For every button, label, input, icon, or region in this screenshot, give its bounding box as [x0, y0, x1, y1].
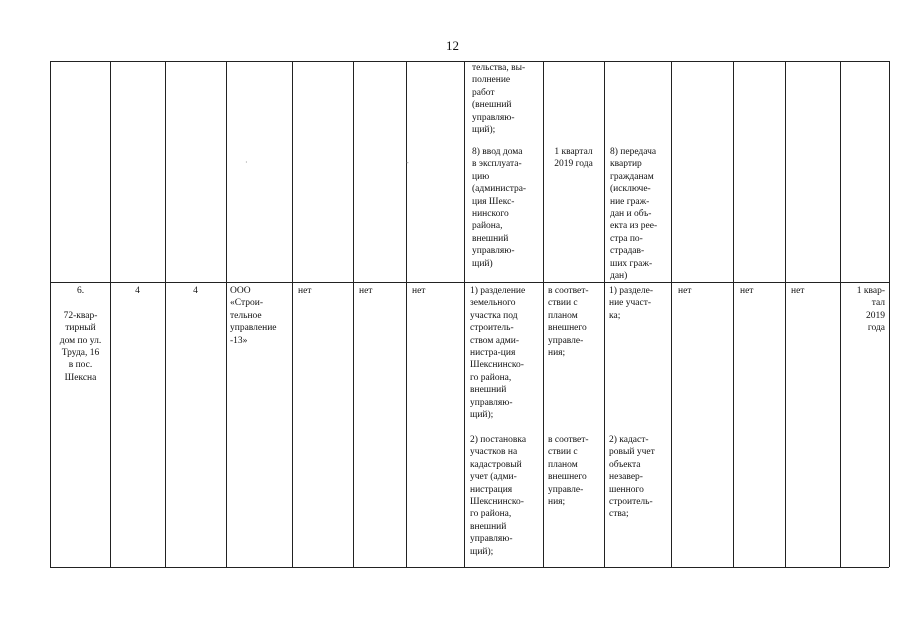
column-divider [292, 61, 293, 567]
deadline: 1 квар- тал 2019 года [856, 286, 885, 334]
term-8: 1 квартал 2019 года [554, 147, 593, 170]
row-divider [50, 282, 889, 283]
cell-col-6: нет [359, 286, 373, 296]
column-divider [671, 61, 672, 567]
cell-col-5: нет [298, 286, 312, 296]
dash-mark: - [406, 158, 409, 167]
cell-col-2: 4 [135, 286, 140, 296]
cell-col-3: 4 [193, 286, 198, 296]
developer-name: ООО «Строи- тельное управление -13» [230, 286, 277, 346]
cell-col-7: нет [412, 286, 426, 296]
table-border-top [50, 61, 889, 62]
result-1: 1) разделе- ние участ- ка; [609, 286, 654, 321]
column-divider [785, 61, 786, 567]
object-description: 6. 72-квар- тирный дом по ул. Труда, 16 в пос. Шексна [59, 286, 102, 383]
measure-8: 8) ввод дома в эксплуата- цию (администра- ция Шекс- нинского района, внешний управляю- щий) [472, 147, 527, 269]
measures-continuation: тельства, вы- полнение работ (внешний управляю- щий); [472, 63, 526, 136]
term-1: в соответ- ствии с планом внешнего управле- ния; [548, 286, 589, 359]
column-divider [406, 61, 407, 567]
result-8: 8) передача квартир гражданам (исключе- ние граж- дан и объ- екта из рее- стра по- страдав- ших граж- дан) [610, 147, 658, 282]
cell-col-13: нет [791, 286, 805, 296]
table-border-bottom [50, 567, 889, 568]
column-divider [464, 61, 465, 567]
term-2: в соответ- ствии с планом внешнего управле- ния; [548, 435, 589, 508]
measure-2: 2) постановка участков на кадастровый учет (адми- нистрация Шекснинско- го района, внешний управляю- щий); [470, 435, 527, 557]
column-divider [165, 61, 166, 567]
column-divider [226, 61, 227, 567]
cell-col-12: нет [740, 286, 754, 296]
table-border-right [889, 61, 890, 567]
column-divider [733, 61, 734, 567]
cell-col-11: нет [678, 286, 692, 296]
column-divider [110, 61, 111, 567]
table-border-left [50, 61, 51, 567]
column-divider [543, 61, 544, 567]
dot-mark: · [245, 158, 248, 167]
column-divider [604, 61, 605, 567]
result-2: 2) кадаст- ровый учет объекта незавер- шенного строитель- ства; [609, 435, 655, 520]
column-divider [353, 61, 354, 567]
measure-1: 1) разделение земельного участка под строитель- ством адми- нистра-ция Шекснинско- го района, внешний управляю- щий); [470, 286, 526, 421]
page-number: 12 [446, 38, 459, 53]
